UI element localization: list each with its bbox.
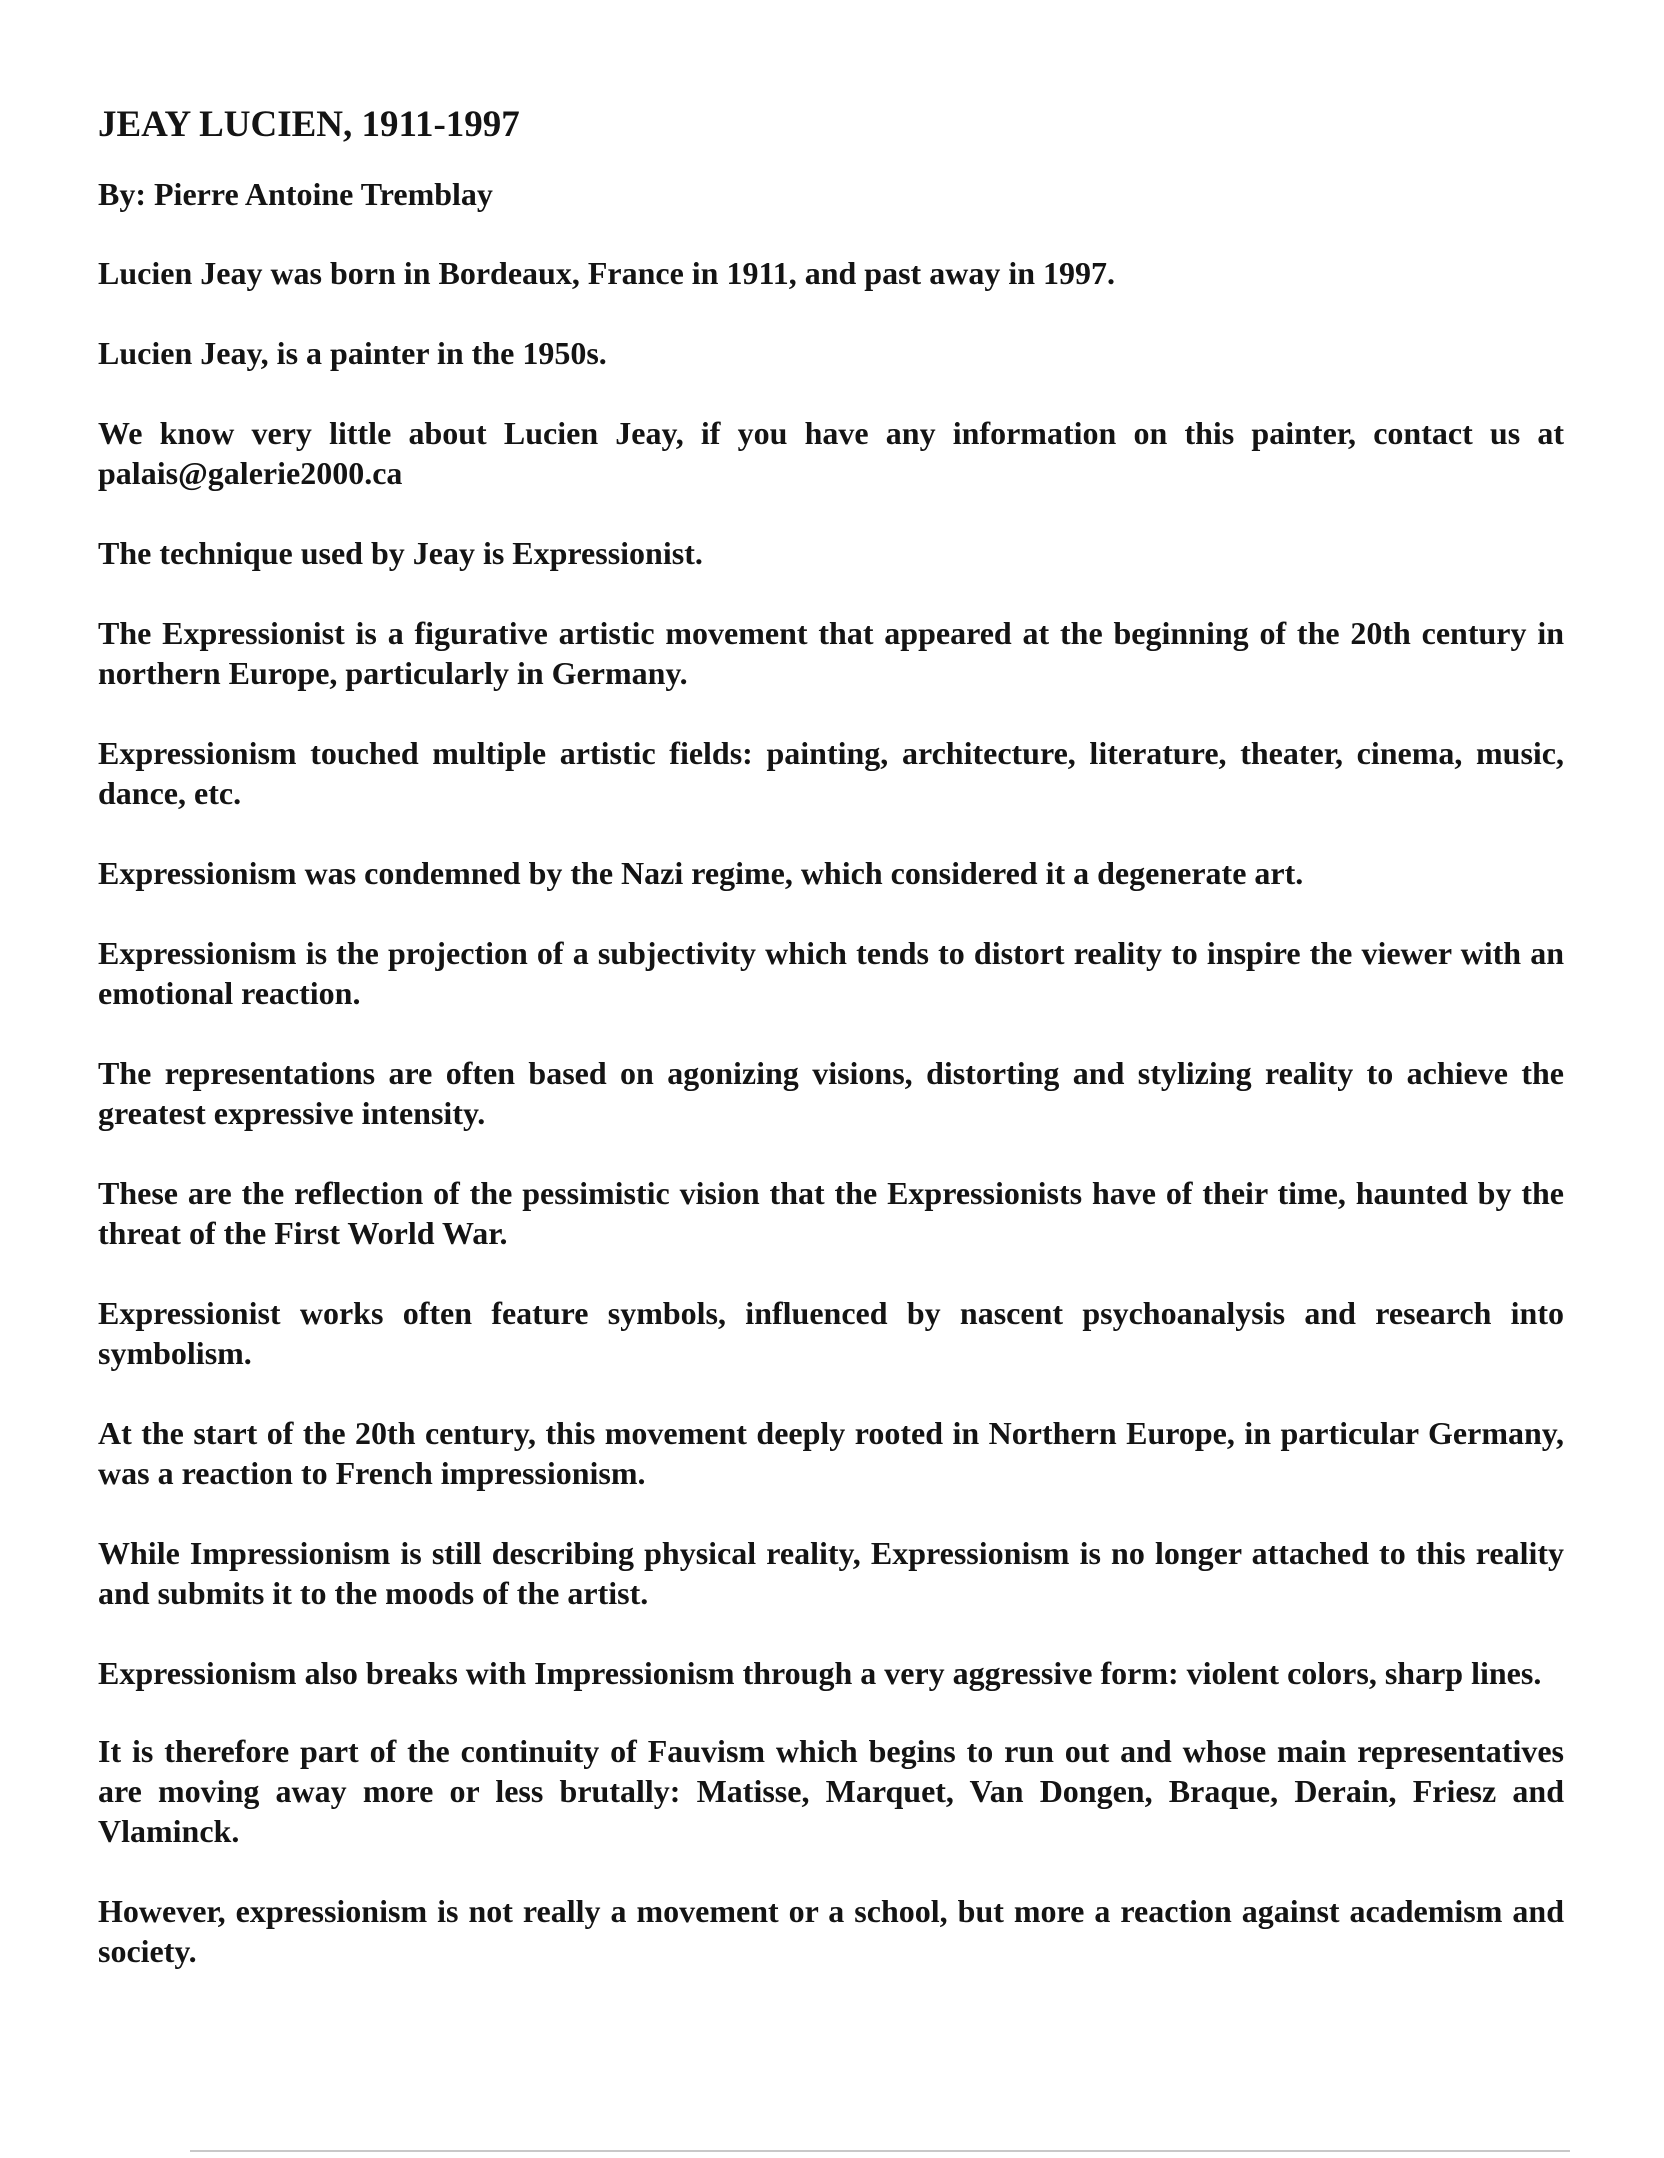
paragraph-reaction: At the start of the 20th century, this movement deeply rooted in Northern Europe, in particular Germany, was a reaction to French impressionism.	[98, 1415, 1564, 1491]
paragraph-fields: Expressionism touched multiple artistic fields: painting, architecture, literature, theater, cinema, music, dance, etc.	[98, 735, 1564, 811]
paragraph-technique: The technique used by Jeay is Expressionist.	[98, 535, 703, 571]
author-byline: By: Pierre Antoine Tremblay	[98, 176, 493, 212]
paragraph-aggressive-form: Expressionism also breaks with Impressionism through a very aggressive form: violent colors, sharp lines.	[98, 1655, 1542, 1691]
document-title: JEAY LUCIEN, 1911-1997	[98, 104, 520, 145]
paragraph-painter: Lucien Jeay, is a painter in the 1950s.	[98, 335, 607, 371]
paragraph-conclusion: However, expressionism is not really a movement or a school, but more a reaction against academism and society.	[98, 1893, 1564, 1969]
paragraph-birth: Lucien Jeay was born in Bordeaux, France in 1911, and past away in 1997.	[98, 255, 1115, 291]
document-page	[98, 102, 1564, 2011]
paragraph-symbols: Expressionist works often feature symbols, influenced by nascent psychoanalysis and research into symbolism.	[98, 1295, 1564, 1371]
paragraph-projection: Expressionism is the projection of a subjectivity which tends to distort reality to inspire the viewer with an emotional reaction.	[98, 935, 1564, 1011]
paragraph-movement: The Expressionist is a figurative artistic movement that appeared at the beginning of the 20th century in northern Europe, particularly in Germany.	[98, 615, 1564, 691]
paragraph-condemned: Expressionism was condemned by the Nazi regime, which considered it a degenerate art.	[98, 855, 1304, 891]
paragraph-fauvism: It is therefore part of the continuity of Fauvism which begins to run out and whose main representatives are moving away more or less brutally: Matisse, Marquet, Van Dongen, Braque, Derain, Friesz and Vlaminck.	[98, 1733, 1564, 1849]
page-bottom-rule	[190, 2150, 1570, 2152]
paragraph-reflection: These are the reflection of the pessimistic vision that the Expressionists have of their time, haunted by the threat of the First World War.	[98, 1175, 1564, 1251]
paragraph-contact: We know very little about Lucien Jeay, if you have any information on this painter, contact us at palais@galerie2000.ca	[98, 415, 1564, 491]
paragraph-representations: The representations are often based on agonizing visions, distorting and stylizing reality to achieve the greatest expressive intensity.	[98, 1055, 1564, 1131]
paragraph-impressionism: While Impressionism is still describing physical reality, Expressionism is no longer attached to this reality and submits it to the moods of the artist.	[98, 1535, 1564, 1611]
